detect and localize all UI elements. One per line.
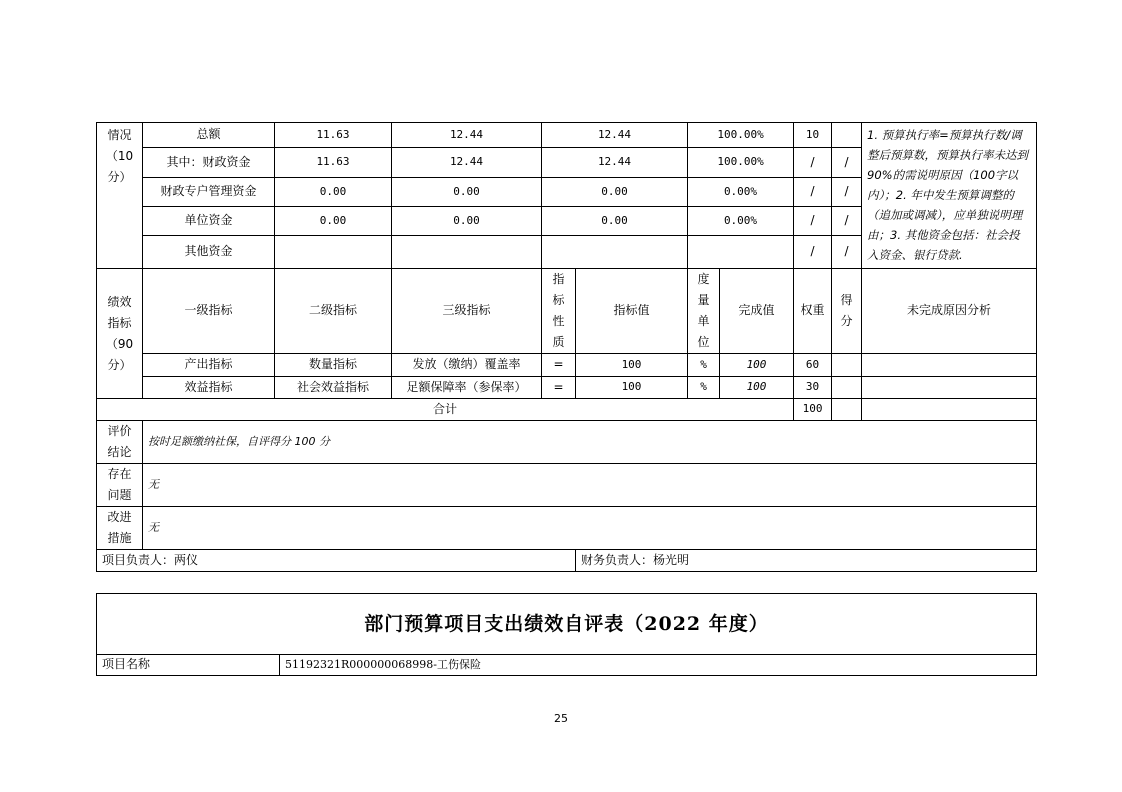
title-row bbox=[97, 594, 1037, 655]
header-nature: 指 标 性 质 bbox=[542, 269, 576, 354]
fund-name: 其中：财政资金 bbox=[143, 148, 275, 178]
nature-cell: = bbox=[542, 354, 576, 377]
evaluation-label: 评价 结论 bbox=[97, 421, 143, 464]
reason-cell bbox=[862, 354, 1037, 377]
total-row bbox=[97, 399, 1037, 421]
table-row bbox=[97, 377, 1037, 399]
execution-rate bbox=[688, 236, 794, 269]
level1-cell: 效益指标 bbox=[143, 377, 275, 399]
evaluation-row bbox=[97, 421, 1037, 464]
annual-budget bbox=[275, 236, 392, 269]
weight-cell: / bbox=[794, 236, 832, 269]
adjusted-budget: 0.00 bbox=[392, 178, 542, 207]
header-level3: 三级指标 bbox=[392, 269, 542, 354]
score-cell: / bbox=[832, 178, 862, 207]
header-score: 得 分 bbox=[832, 269, 862, 354]
actual-cell: 100 bbox=[720, 354, 794, 377]
table-row bbox=[97, 354, 1037, 377]
execution-rate: 0.00% bbox=[688, 207, 794, 236]
score-cell: / bbox=[832, 207, 862, 236]
problems-label: 存在 问题 bbox=[97, 464, 143, 507]
evaluation-text: 按时足额缴纳社保，自评得分 100 分 bbox=[143, 421, 1037, 464]
weight-cell: / bbox=[794, 178, 832, 207]
level3-cell: 发放（缴纳）覆盖率 bbox=[392, 354, 542, 377]
executed-amount: 0.00 bbox=[542, 207, 688, 236]
total-score bbox=[832, 399, 862, 421]
header-unit: 度 量 单 位 bbox=[688, 269, 720, 354]
level1-cell: 产出指标 bbox=[143, 354, 275, 377]
page-number: 25 bbox=[554, 712, 568, 725]
total-empty bbox=[862, 399, 1037, 421]
score-cell: / bbox=[832, 236, 862, 269]
nature-cell: = bbox=[542, 377, 576, 399]
score-cell bbox=[832, 123, 862, 148]
total-weight: 100 bbox=[794, 399, 832, 421]
executed-amount bbox=[542, 236, 688, 269]
project-name-value: 51192321R000000068998-工伤保险 bbox=[280, 655, 1037, 676]
header-weight: 权重 bbox=[794, 269, 832, 354]
executed-amount: 12.44 bbox=[542, 148, 688, 178]
header-actual: 完成值 bbox=[720, 269, 794, 354]
header-level1: 一级指标 bbox=[143, 269, 275, 354]
adjusted-budget: 0.00 bbox=[392, 207, 542, 236]
annual-budget: 11.63 bbox=[275, 148, 392, 178]
level3-cell: 足额保障率（参保率） bbox=[392, 377, 542, 399]
project-leader: 项目负责人：两仪 bbox=[97, 550, 576, 572]
weight-cell: 10 bbox=[794, 123, 832, 148]
weight-cell: 30 bbox=[794, 377, 832, 399]
document-title: 部门预算项目支出绩效自评表（2022 年度） bbox=[97, 594, 1037, 655]
target-cell: 100 bbox=[576, 354, 688, 377]
weight-cell: / bbox=[794, 207, 832, 236]
weight-cell: 60 bbox=[794, 354, 832, 377]
project-name-label: 项目名称 bbox=[97, 655, 280, 676]
problems-row bbox=[97, 464, 1037, 507]
score-cell bbox=[832, 377, 862, 399]
improvements-text: 无 bbox=[143, 507, 1037, 550]
executed-amount: 12.44 bbox=[542, 123, 688, 148]
improvements-label: 改进 措施 bbox=[97, 507, 143, 550]
target-cell: 100 bbox=[576, 377, 688, 399]
annual-budget: 0.00 bbox=[275, 207, 392, 236]
level2-cell: 社会效益指标 bbox=[275, 377, 392, 399]
execution-rate: 100.00% bbox=[688, 123, 794, 148]
execution-rate: 100.00% bbox=[688, 148, 794, 178]
execution-rate: 0.00% bbox=[688, 178, 794, 207]
performance-section-label: 绩效 指标 （90 分） bbox=[97, 269, 143, 399]
project-name-row bbox=[97, 655, 1037, 676]
actual-cell: 100 bbox=[720, 377, 794, 399]
fund-name: 单位资金 bbox=[143, 207, 275, 236]
annual-budget: 0.00 bbox=[275, 178, 392, 207]
budget-note: 1. 预算执行率=预算执行数/调整后预算数，预算执行率未达到90%的需说明原因（100字以内）；2. 年中发生预算调整的（追加或调减），应单独说明理由；3. 其他资金包括：社会投入资金、银行贷款. bbox=[862, 123, 1037, 269]
fund-name: 财政专户管理资金 bbox=[143, 178, 275, 207]
budget-section-label: 情况 （10 分） bbox=[97, 123, 143, 269]
table-header-row bbox=[97, 269, 1037, 354]
unit-cell: % bbox=[688, 377, 720, 399]
table-row bbox=[97, 123, 1037, 148]
annual-budget: 11.63 bbox=[275, 123, 392, 148]
executed-amount: 0.00 bbox=[542, 178, 688, 207]
adjusted-budget: 12.44 bbox=[392, 123, 542, 148]
score-cell bbox=[832, 354, 862, 377]
level2-cell: 数量指标 bbox=[275, 354, 392, 377]
header-level2: 二级指标 bbox=[275, 269, 392, 354]
header-target: 指标值 bbox=[576, 269, 688, 354]
footer-row bbox=[97, 550, 1037, 572]
problems-text: 无 bbox=[143, 464, 1037, 507]
adjusted-budget: 12.44 bbox=[392, 148, 542, 178]
reason-cell bbox=[862, 377, 1037, 399]
finance-leader: 财务负责人：杨光明 bbox=[576, 550, 1037, 572]
total-label: 合计 bbox=[97, 399, 794, 421]
score-cell: / bbox=[832, 148, 862, 178]
fund-name: 其他资金 bbox=[143, 236, 275, 269]
header-reason: 未完成原因分析 bbox=[862, 269, 1037, 354]
adjusted-budget bbox=[392, 236, 542, 269]
improvements-row bbox=[97, 507, 1037, 550]
fund-name: 总额 bbox=[143, 123, 275, 148]
unit-cell: % bbox=[688, 354, 720, 377]
weight-cell: / bbox=[794, 148, 832, 178]
performance-table bbox=[96, 122, 1037, 572]
project-header-table bbox=[96, 593, 1037, 676]
